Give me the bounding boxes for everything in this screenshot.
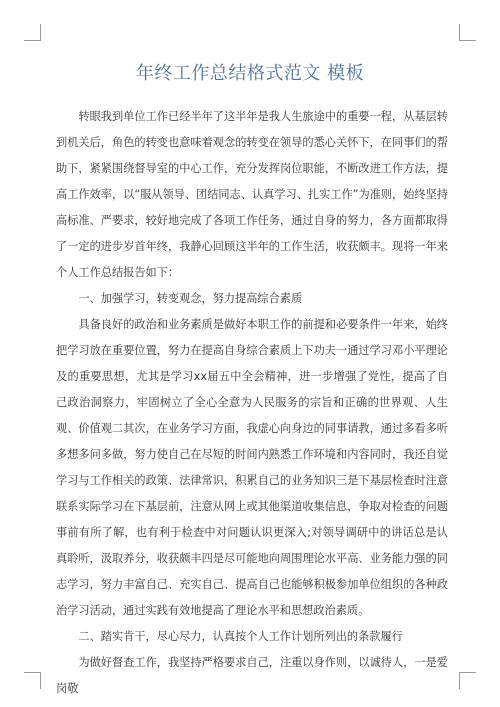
crop-mark-top-right <box>459 24 460 41</box>
paragraph-section-1: 具备良好的政治和业务素质是做好本职工作的前提和必要条件一年来，始终把学习放在重要位置，努力在提高自身综合素质上下功夫一通过学习邓小平理论及的重要思想，尤其是学习xx届五中全会精神，进一步增强了党性，提高了自己政治洞察力，牢固树立了全心全意为人民服务的宗旨和正确的世界观、人生观、价值观二其次，在业务学习方面，我虚心向身边的同事请教，通过多看多听多想多问多做，努力使自己在尽短的时间内熟悉工作环境和内容同时，我还自觉学习与工作相关的政策、法律常识，积累自己的业务知识三是下基层检查时注意联系实际学习在下基层前，注意从网上或其他渠道收集信息，争取对检查的问题事前有所了解，也有利于检查中对问题认识更深入;对领导调研中的讲话总是认真聆听，汲取养分，收获颇丰四是尽可能地向周围理论水平高、业务能力强的同志学习，努力丰富自己、充实自己、提高自己也能够积极参加单位组织的各种政治学习活动，通过实践有效地提高了理论水平和思想政治素质。 <box>56 318 448 617</box>
crop-mark-top-right <box>460 40 476 41</box>
crop-mark-bottom-right <box>460 672 476 673</box>
crop-mark-bottom-left <box>24 672 40 673</box>
paragraph-section-2: 为做好督查工作，我坚持严格要求自己，注重以身作则，以诚待人，一是爱岗敬 <box>56 656 448 695</box>
crop-mark-top-left <box>24 40 40 41</box>
section-heading-2: 二、踏实肯干，尽心尽力，认真按个人工作计划所列出的条款履行 <box>78 630 403 643</box>
paragraph-intro: 转眼我到单位工作已经半年了这半年是我人生旅途中的重要一程，从基层转到机关后，角色的转变也意味着观念的转变在领导的悉心关怀下，在同事们的帮助下，紧紧围绕督导室的中心工作，充分发挥岗位职能，不断改进工作方法，提高工作效率，以“服从领导、团结同志、认真学习、扎实工作”为准则，始终坚持高标准、严要求，较好地完成了各项工作任务，通过自身的努力，各方面都取得了一定的进步岁首年终，我静心回顾这半年的工作生活，收获颇丰。现将一年来个人工作总结报告如下： <box>56 110 448 279</box>
document-body <box>56 104 448 702</box>
crop-mark-bottom-left <box>40 672 41 689</box>
section-heading-1: 一、加强学习，转变观念，努力提高综合素质 <box>78 292 303 305</box>
document-title: 年终工作总结格式范文 模板 <box>135 63 365 84</box>
crop-mark-bottom-right <box>459 672 460 689</box>
crop-mark-top-left <box>40 24 41 41</box>
